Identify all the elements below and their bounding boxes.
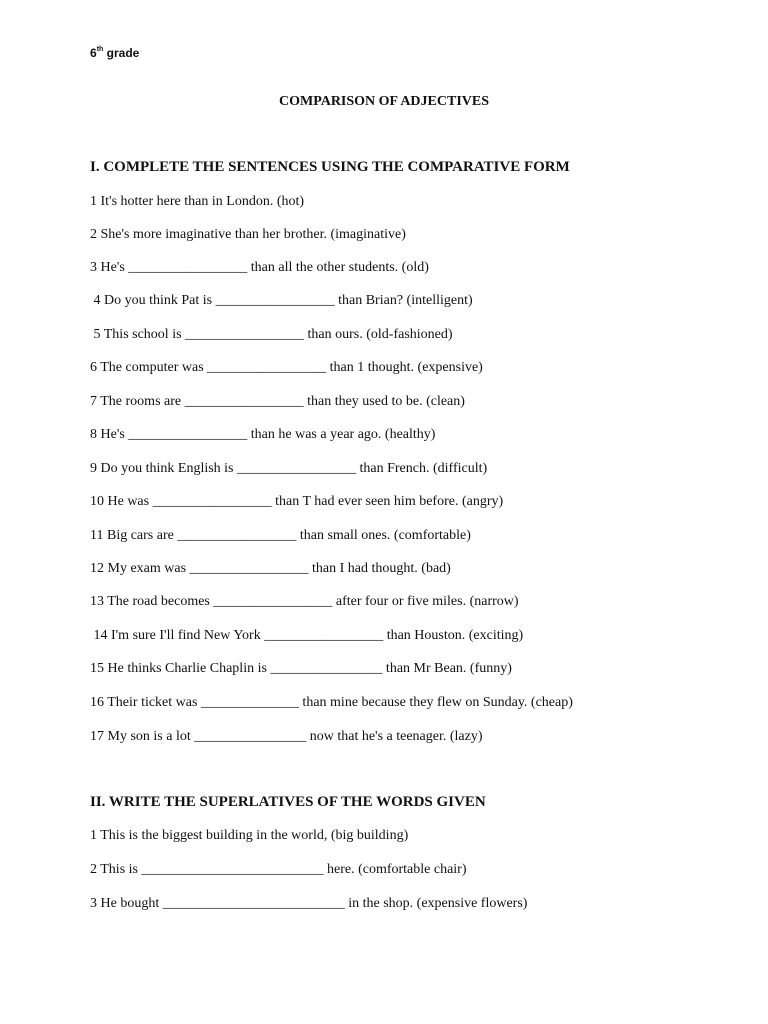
exercise-1-item: 8 He's _________________ than he was a year ago. (healthy) (90, 427, 436, 442)
section-1-heading: I. COMPLETE THE SENTENCES USING THE COMPARATIVE FORM (90, 159, 570, 175)
exercise-1-item: 15 He thinks Charlie Chaplin is ________________ than Mr Bean. (funny) (90, 661, 512, 676)
exercise-1-item: 16 Their ticket was ______________ than mine because they flew on Sunday. (cheap) (90, 695, 573, 710)
exercise-1-item: 3 He's _________________ than all the other students. (old) (90, 260, 429, 275)
exercise-2-item: 2 This is __________________________ here. (comfortable chair) (90, 862, 467, 877)
exercise-1-item: 1 It's hotter here than in London. (hot) (90, 194, 305, 209)
exercise-1-item: 2 She's more imaginative than her brother. (imaginative) (90, 227, 406, 242)
exercise-1-item: 7 The rooms are _________________ than they used to be. (clean) (90, 394, 465, 409)
worksheet-title: COMPARISON OF ADJECTIVES (278, 94, 490, 109)
exercise-1-item: 4 Do you think Pat is _________________ than Brian? (intelligent) (90, 293, 473, 308)
grade-word: grade (106, 46, 140, 60)
grade-number: 6 (90, 46, 97, 60)
exercise-1-item: 14 I'm sure I'll find New York _________________ than Houston. (exciting) (90, 628, 524, 643)
grade-suffix: th (96, 46, 104, 53)
exercise-1-item: 5 This school is _________________ than ours. (old-fashioned) (90, 327, 453, 342)
exercise-2-item: 1 This is the biggest building in the world, (big building) (90, 828, 409, 843)
exercise-1-item: 12 My exam was _________________ than I had thought. (bad) (90, 561, 451, 576)
exercise-1-item: 17 My son is a lot ________________ now that he's a teenager. (lazy) (90, 729, 483, 744)
exercise-1-item: 13 The road becomes _________________ after four or five miles. (narrow) (90, 594, 519, 609)
section-2-heading: II. WRITE THE SUPERLATIVES OF THE WORDS GIVEN (90, 794, 486, 810)
exercise-1-item: 11 Big cars are _________________ than small ones. (comfortable) (90, 528, 471, 543)
exercise-2-item: 3 He bought __________________________ in the shop. (expensive flowers) (90, 896, 528, 911)
exercise-1-item: 10 He was _________________ than T had ever seen him before. (angry) (90, 494, 504, 509)
grade-label (90, 46, 139, 60)
exercise-1-item: 6 The computer was _________________ than 1 thought. (expensive) (90, 360, 483, 375)
exercise-1-item: 9 Do you think English is _________________ than French. (difficult) (90, 461, 488, 476)
